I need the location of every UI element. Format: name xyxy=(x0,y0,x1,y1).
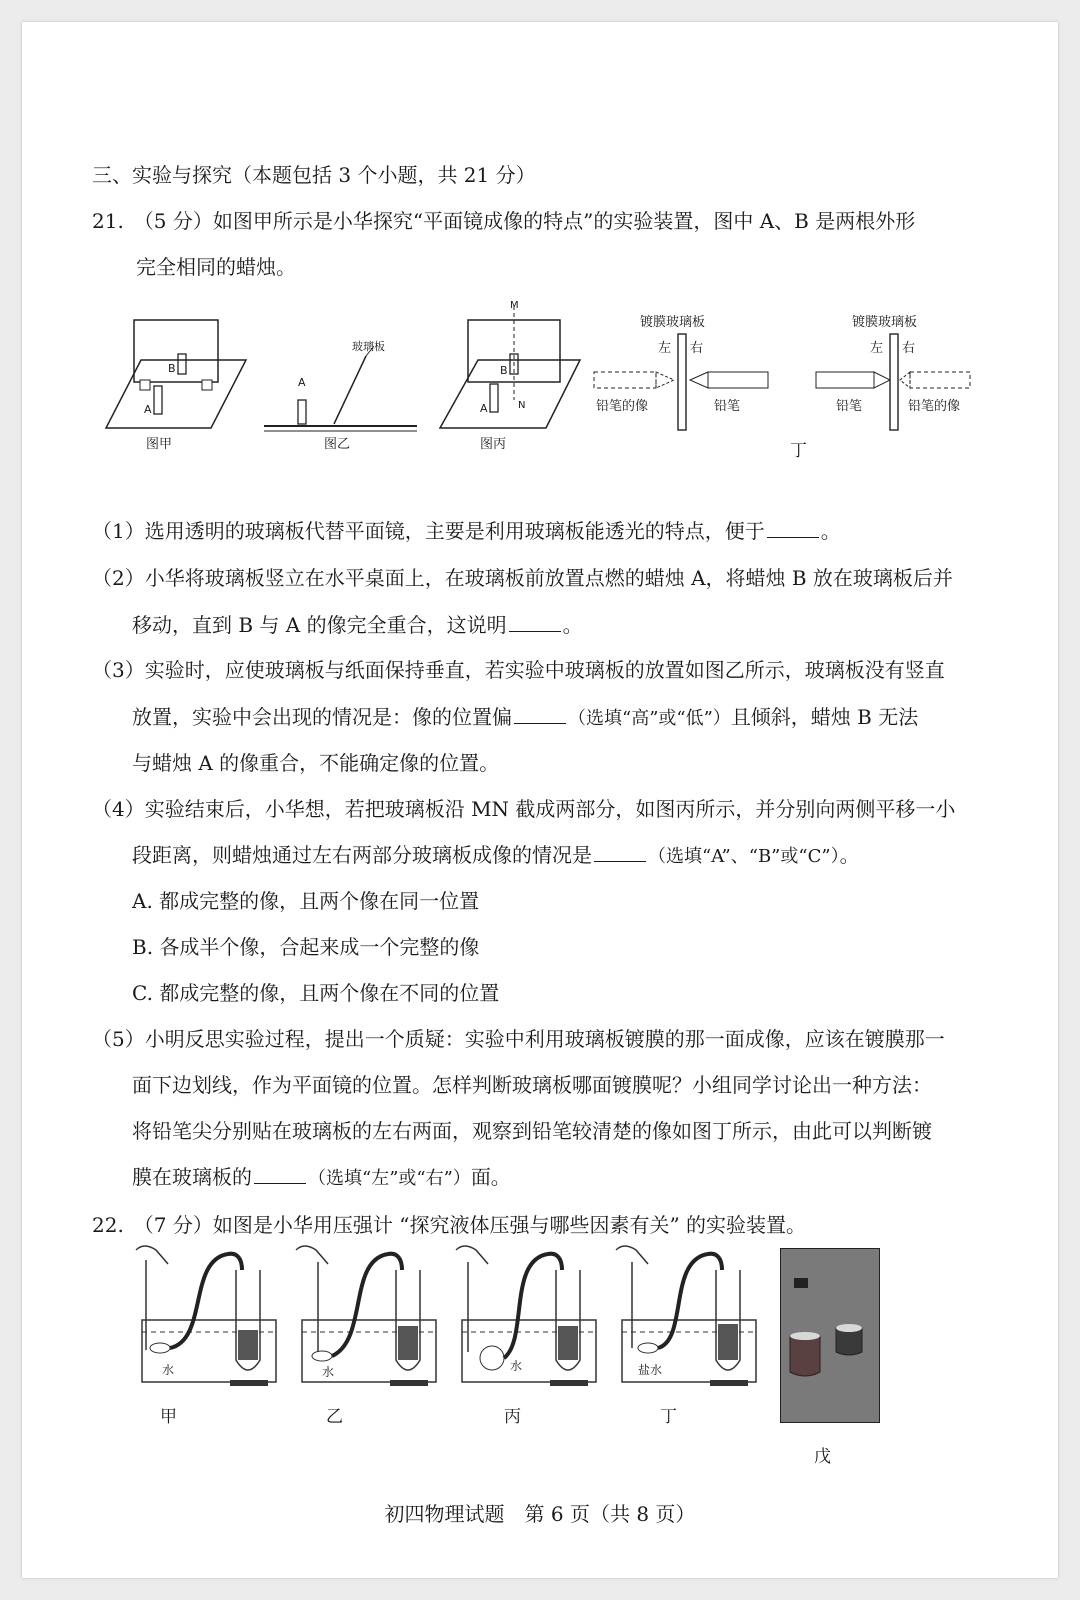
candle-b-label: B xyxy=(168,362,176,375)
q21-part5-line4: 膜在玻璃板的 （选填“左”或“右”）面。 xyxy=(132,1165,511,1189)
q21-part2-line1: （2）小华将玻璃板竖立在水平桌面上，在玻璃板前放置点燃的蜡烛 A，将蜡烛 B 放在玻璃板后并 xyxy=(92,566,953,590)
setup-bing xyxy=(456,1246,596,1386)
left-label: 左 xyxy=(870,341,884,356)
q21-option-a: A. 都成完整的像，且两个像在同一位置 xyxy=(132,889,480,913)
q21-part5-line2: 面下边划线，作为平面镜的位置。怎样判断玻璃板哪面镀膜呢？小组同学讨论出一种方法： xyxy=(132,1073,932,1097)
answer-blank-5[interactable] xyxy=(254,1165,306,1184)
candle-a-label-bing: A xyxy=(480,402,488,415)
pencil-label-left: 铅笔 xyxy=(714,399,741,414)
q21-option-c: C. 都成完整的像，且两个像在不同的位置 xyxy=(132,981,500,1005)
figure-bing-caption: 图丙 xyxy=(480,437,507,452)
pencil-label-right: 铅笔 xyxy=(836,399,863,414)
q21-part4-line1: （4）实验结束后，小华想，若把玻璃板沿 MN 截成两部分，如图丙所示，并分别向两侧平移一小 xyxy=(92,797,956,821)
setup-jia xyxy=(136,1246,276,1386)
figure-yi xyxy=(262,330,422,455)
q22-intro: 22. （7 分）如图是小华用压强计 “探究液体压强与哪些因素有关” 的实验装置。 xyxy=(92,1213,807,1237)
candle-a-label: A xyxy=(144,403,152,416)
q21-intro-line2: 完全相同的蜡烛。 xyxy=(136,255,296,279)
q21-part5-line1: （5）小明反思实验过程，提出一个质疑：实验中利用玻璃板镀膜的那一面成像，应该在镀膜那一 xyxy=(92,1027,945,1051)
q21-part2-line2: 移动，直到 B 与 A 的像完全重合，这说明 。 xyxy=(132,613,583,637)
liquid-label-ding: 盐水 xyxy=(638,1363,663,1377)
q21-part1: （1）选用透明的玻璃板代替平面镜，主要是利用玻璃板能透光的特点，便于 。 xyxy=(92,519,841,543)
label-m: M xyxy=(510,300,519,311)
glass-label: 玻璃板 xyxy=(352,340,385,353)
answer-blank-4[interactable] xyxy=(594,843,646,862)
caption-bing: 丙 xyxy=(504,1407,521,1427)
caption-wu: 戊 xyxy=(814,1447,831,1467)
liquid-label-yi: 水 xyxy=(322,1365,335,1379)
pencil-image-label-right: 铅笔的像 xyxy=(908,399,961,414)
q21-part4-line2: 段距离，则蜡烛通过左右两部分玻璃板成像的情况是 （选填“A”、“B”或“C”）。 xyxy=(132,843,860,867)
figure-jia xyxy=(96,310,256,455)
page-footer: 初四物理试题 第 6 页（共 8 页） xyxy=(384,1502,696,1526)
setup-ding xyxy=(616,1246,756,1386)
candle-a-label-yi: A xyxy=(298,376,306,389)
coated-glass-title-right: 镀膜玻璃板 xyxy=(852,315,918,330)
q21-part3-line1: （3）实验时，应使玻璃板与纸面保持垂直，若实验中玻璃板的放置如图乙所示，玻璃板没有竖直 xyxy=(92,658,945,682)
q21-part5-line3: 将铅笔尖分别贴在玻璃板的左右两面，观察到铅笔较清楚的像如图丁所示，由此可以判断镀 xyxy=(132,1119,932,1143)
figure-ding-caption: 丁 xyxy=(790,441,807,461)
pencil-image-label-left: 铅笔的像 xyxy=(596,399,649,414)
q21-intro-line1: 21. （5 分）如图甲所示是小华探究“平面镜成像的特点”的实验装置，图中 A、B 是两根外形 xyxy=(92,209,916,233)
liquid-label-jia: 水 xyxy=(162,1363,175,1377)
figure-ding-left xyxy=(592,310,772,435)
left-label: 左 xyxy=(658,341,672,356)
q21-part3-line2: 放置，实验中会出现的情况是：像的位置偏 （选填“高”或“低”）且倾斜，蜡烛 B 无法 xyxy=(132,705,919,729)
candle-b-label-bing: B xyxy=(500,364,508,377)
section-title: 三、实验与探究（本题包括 3 个小题，共 21 分） xyxy=(92,163,536,187)
setup-yi xyxy=(296,1246,436,1386)
figure-jia-caption: 图甲 xyxy=(146,437,173,452)
caption-yi: 乙 xyxy=(326,1407,343,1427)
label-n: N xyxy=(518,400,526,411)
figure-bing xyxy=(438,300,588,455)
figure-ding-right xyxy=(812,310,992,435)
caption-jia: 甲 xyxy=(160,1407,177,1427)
caption-ding: 丁 xyxy=(660,1407,677,1427)
photo-wu xyxy=(780,1248,880,1423)
right-label: 右 xyxy=(902,341,916,356)
answer-blank-3[interactable] xyxy=(514,705,566,724)
liquid-label-bing: 水 xyxy=(510,1359,523,1373)
q21-part3-line3: 与蜡烛 A 的像重合，不能确定像的位置。 xyxy=(132,751,500,775)
coated-glass-title-left: 镀膜玻璃板 xyxy=(640,315,706,330)
answer-blank-1[interactable] xyxy=(767,519,819,538)
right-label: 右 xyxy=(690,341,704,356)
answer-blank-2[interactable] xyxy=(509,613,561,632)
figure-yi-caption: 图乙 xyxy=(324,437,351,452)
q21-option-b: B. 各成半个像，合起来成一个完整的像 xyxy=(132,935,480,959)
